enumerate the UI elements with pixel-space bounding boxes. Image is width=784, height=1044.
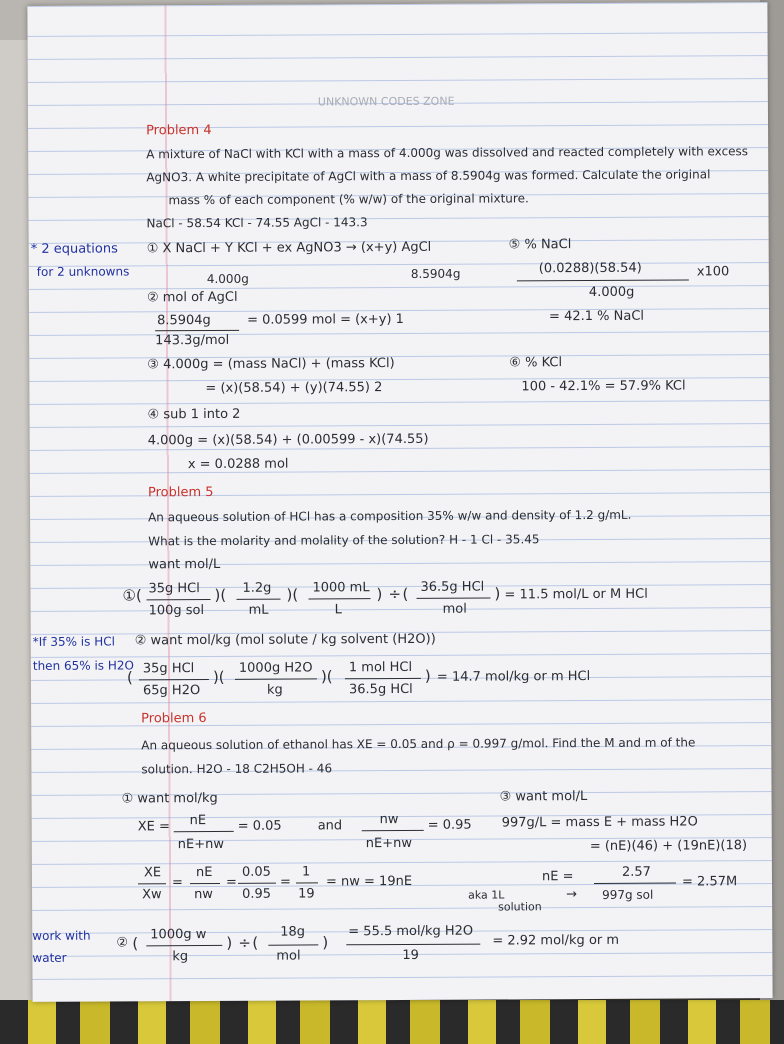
p6-xe-value: = 0.05 bbox=[237, 818, 282, 834]
p5-f2-numerator: 1.2g bbox=[242, 580, 272, 596]
p6-ratio-result: = nw = 19nE bbox=[325, 873, 413, 890]
p5-text-2: What is the molarity and molality of the solution? H - 1 Cl - 35.45 bbox=[148, 532, 540, 549]
p5-paren-8: )( bbox=[320, 667, 333, 686]
p6-xe-line bbox=[174, 831, 234, 832]
p5-paren-3: ) bbox=[376, 585, 383, 604]
p6-aka-1: aka 1L bbox=[468, 888, 505, 902]
p5-circle-1: ①( bbox=[122, 586, 142, 605]
p6-divide: ÷ bbox=[238, 933, 251, 952]
p6-xe-label: XE = bbox=[137, 819, 170, 835]
p5-g1-line bbox=[139, 679, 209, 680]
p6-arrow: → bbox=[566, 887, 578, 903]
problem-4-title: Problem 4 bbox=[146, 122, 212, 139]
p4-step2: ② mol of AgCl bbox=[146, 289, 238, 306]
p4-step5: ⑤ % NaCl bbox=[508, 237, 572, 253]
p6-ratio-frac-line bbox=[296, 882, 318, 883]
p5-want-1: want mol/L bbox=[148, 556, 221, 573]
p5-f3-line bbox=[309, 598, 371, 599]
p6-eq-2: = bbox=[225, 874, 237, 890]
p5-paren-2: )( bbox=[286, 585, 299, 604]
p4-side-note-1: * 2 equations bbox=[30, 241, 118, 257]
p5-g1-denominator: 65g H2O bbox=[142, 683, 201, 699]
p6-side-note-2: water bbox=[32, 950, 67, 965]
p6-w2b: = (nE)(46) + (19nE)(18) bbox=[589, 838, 748, 855]
p5-divide: ÷ bbox=[388, 584, 402, 604]
p4-step2-fraction-line bbox=[155, 330, 239, 331]
p5-result-1: = 11.5 mol/L or M HCl bbox=[504, 586, 648, 603]
p5-f4-line bbox=[417, 598, 491, 599]
p4-step2-denominator: 143.3g/mol bbox=[155, 332, 230, 349]
p4-step5-fraction-line bbox=[517, 279, 689, 281]
p6-xe-numerator: nE bbox=[189, 813, 207, 829]
p4-step1-mass-right: 8.5904g bbox=[410, 266, 461, 281]
background-fabric bbox=[0, 1000, 784, 1044]
p4-step6: ⑥ % KCl bbox=[509, 355, 563, 371]
p6-xw-line bbox=[362, 830, 424, 831]
p6-ratio-mid-denominator: nw bbox=[194, 886, 213, 903]
p5-side-note-1: *If 35% is HCl bbox=[32, 634, 115, 649]
p6-ratio-left-numerator: XE bbox=[143, 865, 162, 881]
p5-g2-line bbox=[235, 678, 317, 679]
p6-xe-denominator: nE+nw bbox=[177, 836, 225, 853]
p5-paren-5: ) bbox=[494, 584, 501, 603]
p6-step2-eq-numerator: = 55.5 mol/kg H2O bbox=[348, 923, 474, 940]
p6-ratio-mid-line bbox=[190, 883, 220, 884]
p5-f3-denominator: L bbox=[334, 602, 342, 618]
p6-step2b-numerator: 18g bbox=[280, 924, 306, 940]
p6-step2-eq-denominator: 19 bbox=[402, 947, 419, 963]
p4-step2-numerator: 8.5904g bbox=[157, 312, 211, 329]
problem-6-title: Problem 6 bbox=[141, 711, 207, 727]
p4-step5-result: = 42.1 % NaCl bbox=[548, 308, 645, 325]
p6-ne-result: = 2.57M bbox=[681, 874, 738, 890]
faded-header: UNKNOWN CODES ZONE bbox=[317, 94, 455, 109]
problem-5-title: Problem 5 bbox=[147, 484, 214, 501]
p6-side-note-1: work with bbox=[32, 928, 91, 943]
p4-step1-mass-left: 4.000g bbox=[206, 271, 249, 287]
p6-ne-denominator: 997g sol bbox=[602, 887, 654, 902]
p6-xw-value: = 0.95 bbox=[427, 817, 472, 833]
p6-paren-3: ( bbox=[252, 933, 259, 952]
p5-paren: )( bbox=[214, 585, 227, 604]
p5-paren-4: ( bbox=[402, 584, 409, 603]
p5-f1-denominator: 100g sol bbox=[148, 603, 205, 619]
p6-ratio-frac-numerator: 1 bbox=[301, 864, 311, 880]
p6-ne-label: nE = bbox=[541, 869, 574, 885]
p4-step5-denominator: 4.000g bbox=[588, 284, 635, 301]
p4-step3b: = (x)(58.54) + (y)(74.55) 2 bbox=[205, 380, 383, 397]
p5-f4-denominator: mol bbox=[442, 601, 467, 617]
p6-ratio-val-line bbox=[238, 883, 276, 884]
p5-f1-numerator: 35g HCl bbox=[148, 581, 200, 597]
p5-g3-denominator: 36.5g HCl bbox=[348, 681, 413, 698]
p5-g2-numerator: 1000g H2O bbox=[238, 660, 313, 676]
p6-step2-eq-line bbox=[346, 944, 480, 946]
p5-g3-line bbox=[345, 678, 421, 679]
p6-step2b-denominator: mol bbox=[276, 948, 301, 964]
p5-g2-denominator: kg bbox=[266, 682, 283, 698]
p4-step6b: 100 - 42.1% = 57.9% KCl bbox=[521, 378, 686, 395]
p5-paren-9: ) bbox=[424, 666, 431, 685]
p4-step5-numerator: (0.0288)(58.54) bbox=[538, 260, 642, 277]
p6-text-2: solution. H2O - 18 C2H5OH - 46 bbox=[141, 761, 333, 777]
p6-ratio-left-denominator: Xw bbox=[142, 887, 162, 903]
p6-step2-line bbox=[146, 945, 222, 946]
p4-step1: ① X NaCl + Y KCl + ex AgNO3 → (x+y) AgCl bbox=[146, 239, 432, 257]
p6-want-2: ③ want mol/L bbox=[499, 789, 588, 805]
p6-ne-numerator: 2.57 bbox=[621, 864, 651, 880]
p4-masses: NaCl - 58.54 KCl - 74.55 AgCl - 143.3 bbox=[146, 215, 368, 231]
p5-result-2: = 14.7 mol/kg or m HCl bbox=[436, 669, 591, 685]
p6-step2-result: = 2.92 mol/kg or m bbox=[492, 932, 620, 949]
p6-text-1: An aqueous solution of ethanol has XE = 0.05 and ρ = 0.997 g/mol. Find the M and m of the bbox=[141, 735, 696, 753]
p6-xw-numerator: nw bbox=[379, 812, 399, 828]
p6-paren-1: ( bbox=[132, 934, 139, 953]
p6-step2b-line bbox=[268, 944, 318, 945]
p4-text-2: AgNO3. A white precipitate of AgCl with a mass of 8.5904g was formed. Calculate the original bbox=[146, 167, 711, 185]
p6-ratio-mid-numerator: nE bbox=[195, 864, 213, 881]
p4-text-3: mass % of each component (% w/w) of the original mixture. bbox=[168, 191, 529, 208]
p5-f2-denominator: mL bbox=[248, 602, 269, 618]
p6-ratio-val-denominator: 0.95 bbox=[242, 886, 272, 902]
p6-ratio-val-numerator: 0.05 bbox=[241, 864, 271, 880]
p6-ratio-frac-denominator: 19 bbox=[298, 886, 315, 902]
p5-f4-numerator: 36.5g HCl bbox=[420, 579, 485, 595]
p4-step4c: x = 0.0288 mol bbox=[187, 456, 289, 473]
p6-xw-denominator: nE+nw bbox=[365, 835, 413, 852]
p6-paren-2: ) bbox=[226, 933, 233, 952]
p6-step2-numerator: 1000g w bbox=[150, 927, 207, 943]
p6-paren-4: ) bbox=[322, 933, 329, 952]
p4-side-note-2: for 2 unknowns bbox=[36, 264, 130, 279]
p5-g1-numerator: 35g HCl bbox=[142, 661, 195, 677]
p6-want-1: ① want mol/kg bbox=[121, 790, 218, 807]
p4-step4b: 4.000g = (x)(58.54) + (0.00599 - x)(74.55) bbox=[147, 431, 429, 449]
p5-paren-7: )( bbox=[212, 667, 225, 686]
p5-f2-line bbox=[237, 599, 281, 600]
p6-w2a: 997g/L = mass E + mass H2O bbox=[501, 814, 698, 831]
p6-ne-line bbox=[594, 883, 676, 884]
p4-step3: ③ 4.000g = (mass NaCl) + (mass KCl) bbox=[147, 356, 395, 373]
p6-and: and bbox=[317, 818, 343, 834]
p5-side-note-2: then 65% is H2O bbox=[32, 658, 134, 673]
p5-f3-numerator: 1000 mL bbox=[312, 580, 370, 596]
p6-ratio-left-line bbox=[138, 883, 166, 884]
p6-aka-2: solution bbox=[498, 900, 542, 914]
p4-text-1: A mixture of NaCl with KCl with a mass of 4.000g was dissolved and reacted completely with excess bbox=[146, 144, 749, 162]
p5-want-2: ② want mol/kg (mol solute / kg solvent (H2O)) bbox=[134, 631, 436, 649]
p5-paren-6: ( bbox=[126, 668, 133, 687]
p6-eq-1: = bbox=[171, 875, 183, 891]
p6-eq-3: = bbox=[279, 874, 291, 890]
p6-step2-denominator: kg bbox=[172, 949, 189, 965]
p4-step4: ④ sub 1 into 2 bbox=[147, 406, 241, 423]
p4-step2-result: = 0.0599 mol = (x+y) 1 bbox=[247, 311, 404, 328]
p5-text-1: An aqueous solution of HCl has a composition 35% w/w and density of 1.2 g/mL. bbox=[148, 507, 632, 525]
p5-g3-numerator: 1 mol HCl bbox=[348, 659, 413, 676]
p6-circle-2: ② bbox=[116, 935, 129, 951]
p5-f1-line bbox=[147, 599, 211, 600]
notebook-page bbox=[27, 2, 772, 1002]
p4-step5-x100: x100 bbox=[696, 264, 730, 280]
